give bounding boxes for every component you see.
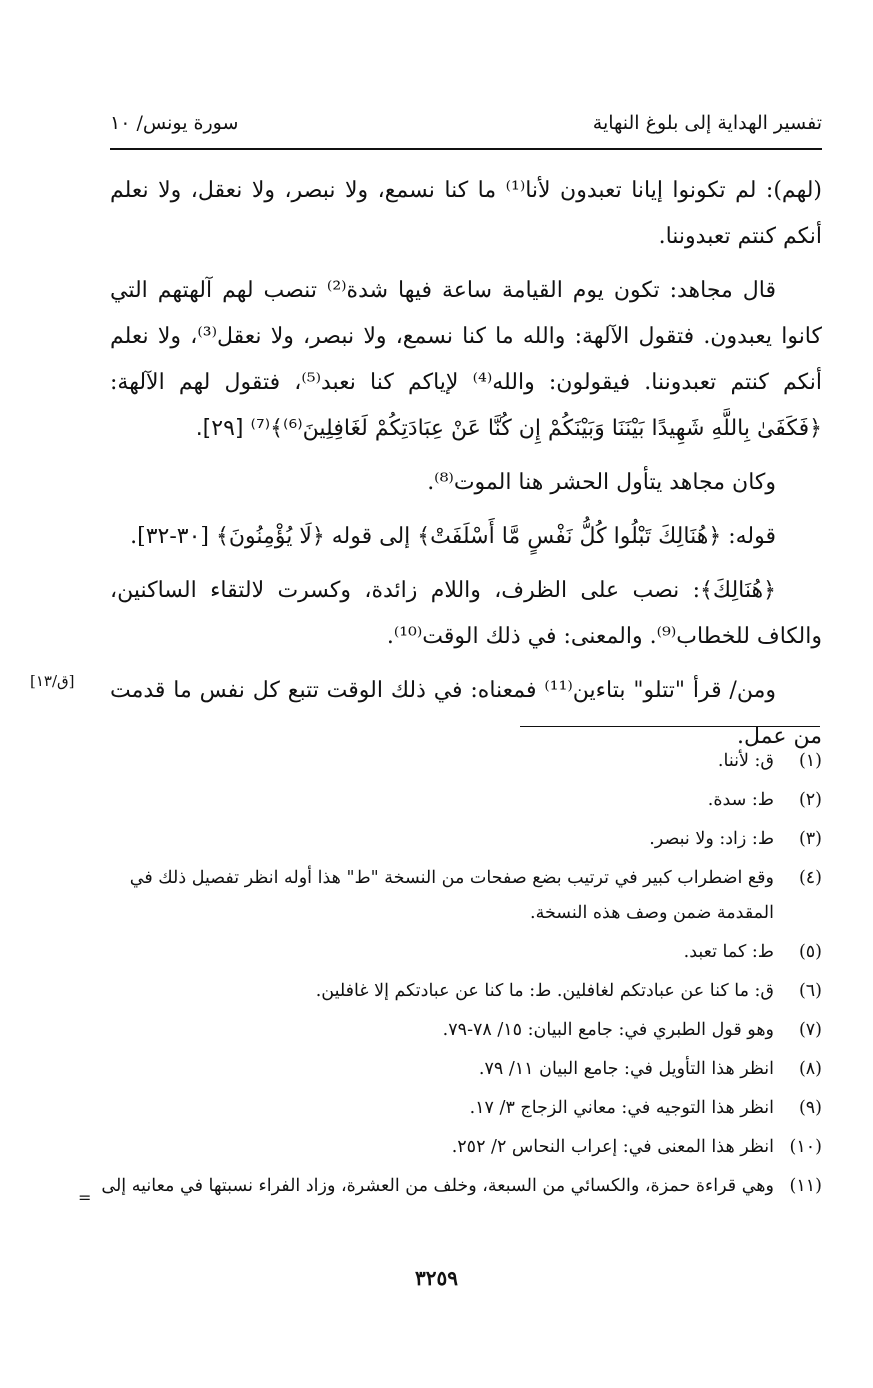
footnote-text: ق: لأننا.	[717, 751, 774, 771]
footnote	[80, 974, 822, 1009]
footnote-text: ط: زاد: ولا نبصر.	[649, 829, 774, 849]
surah-section: سورة يونس/ ١٠	[110, 112, 239, 134]
footnote-number: (٤)	[798, 868, 822, 888]
footnote-text: ط: سدة.	[707, 790, 774, 810]
footnote-text: ط: كما تعبد.	[683, 942, 774, 962]
continuation-mark: =	[78, 1188, 92, 1207]
footnote	[80, 935, 822, 970]
footnote-number: (٦)	[798, 981, 822, 1001]
paragraph-text: قال مجاهد: تكون يوم القيامة ساعة فيها شدة⁽²⁾ تنصب لهم آلهتهم التي كانوا يعبدون. فتقول الآلهة: والله ما كنا نسمع، ولا نبصر، ولا نعقل⁽³⁾، ولا نعلم أنكم كنتم تعبدوننا. فيقولون: والله⁽⁴⁾ لإياكم كنا نعبد⁽⁵⁾، فتقول لهم الآلهة:	[110, 278, 822, 395]
header-rule	[110, 148, 822, 150]
quran-verse: ﴿فَكَفَىٰ بِاللَّهِ شَهِيدًا بَيْنَنَا وَبَيْنَكُمْ إِن كُنَّا عَنْ عِبَادَتِكُمْ لَغَافِلِينَ⁽⁶⁾﴾⁽⁷⁾ [٢٩].	[195, 416, 822, 441]
footnote-number: (٢)	[798, 790, 822, 810]
footnote	[80, 1052, 822, 1087]
footnote-number: (١٠)	[789, 1137, 822, 1157]
book-title: تفسير الهداية إلى بلوغ النهاية	[592, 112, 822, 134]
manuscript-marker: [ق/١٣]	[30, 672, 75, 690]
footnote-text: ق: ما كنا عن عبادتكم لغافلين. ط: ما كنا عن عبادتكم إلا غافلين.	[315, 981, 774, 1001]
footnote-text: وهي قراءة حمزة، والكسائي من السبعة، وخلف من العشرة، وزاد الفراء نسبتها في معانيه إلى	[101, 1176, 774, 1196]
footnotes	[80, 744, 822, 1208]
footnote-number: (٨)	[798, 1059, 822, 1079]
footnote-text: وهو قول الطبري في: جامع البيان: ١٥/ ٧٨-٧٩.	[442, 1020, 774, 1040]
footnote	[80, 783, 822, 818]
footnote-text: انظر هذا التأويل في: جامع البيان ١١/ ٧٩.	[478, 1059, 774, 1079]
footnote-number: (١)	[798, 751, 822, 771]
footnote-number: (٣)	[798, 829, 822, 849]
footnote	[80, 1013, 822, 1048]
footnote	[80, 744, 822, 779]
footnote	[80, 822, 822, 857]
paragraph: وكان مجاهد يتأول الحشر هنا الموت⁽⁸⁾.	[427, 470, 776, 495]
footnote-number: (٥)	[798, 942, 822, 962]
paragraph: قوله: ﴿هُنَالِكَ تَبْلُوا كُلُّ نَفْسٍ مَّا أَسْلَفَتْ﴾ إلى قوله ﴿لَا يُؤْمِنُونَ﴾ [٣٠-٣٢].	[130, 524, 776, 549]
footnote	[80, 861, 822, 931]
footnote	[80, 1091, 822, 1126]
running-header	[110, 112, 822, 134]
footnote-number: (٩)	[798, 1098, 822, 1118]
footnote-number: (١١)	[789, 1176, 822, 1196]
page-number: ٣٢٥٩	[415, 1266, 458, 1290]
main-text	[110, 168, 822, 768]
footnote	[80, 1169, 822, 1204]
footnote-text: وقع اضطراب كبير في ترتيب بضع صفحات من النسخة "ط" هذا أوله انظر تفصيل ذلك في المقدمة ضمن وصف هذه النسخة.	[129, 868, 774, 923]
footnote	[80, 1130, 822, 1165]
paragraph: (لهم): لم تكونوا إيانا تعبدون لأنا⁽¹⁾ ما كنا نسمع، ولا نبصر، ولا نعقل، ولا نعلم أنكم كنتم تعبدوننا.	[110, 178, 822, 249]
paragraph: ﴿هُنَالِكَ﴾: نصب على الظرف، واللام زائدة، وكسرت لالتقاء الساكنين، والكاف للخطاب⁽⁹⁾. والمعنى: في ذلك الوقت⁽¹⁰⁾.	[110, 578, 822, 649]
paragraph: ومن/ قرأ "تتلو" بتاءين⁽¹¹⁾ فمعناه: في ذلك الوقت تتبع كل نفس ما قدمت من عمل.	[110, 678, 822, 749]
footnote-text: انظر هذا المعنى في: إعراب النحاس ٢/ ٢٥٢.	[451, 1137, 774, 1157]
footnote-number: (٧)	[798, 1020, 822, 1040]
footnote-rule	[520, 726, 820, 727]
footnote-text: انظر هذا التوجيه في: معاني الزجاج ٣/ ١٧.	[469, 1098, 774, 1118]
paragraph	[110, 268, 822, 452]
